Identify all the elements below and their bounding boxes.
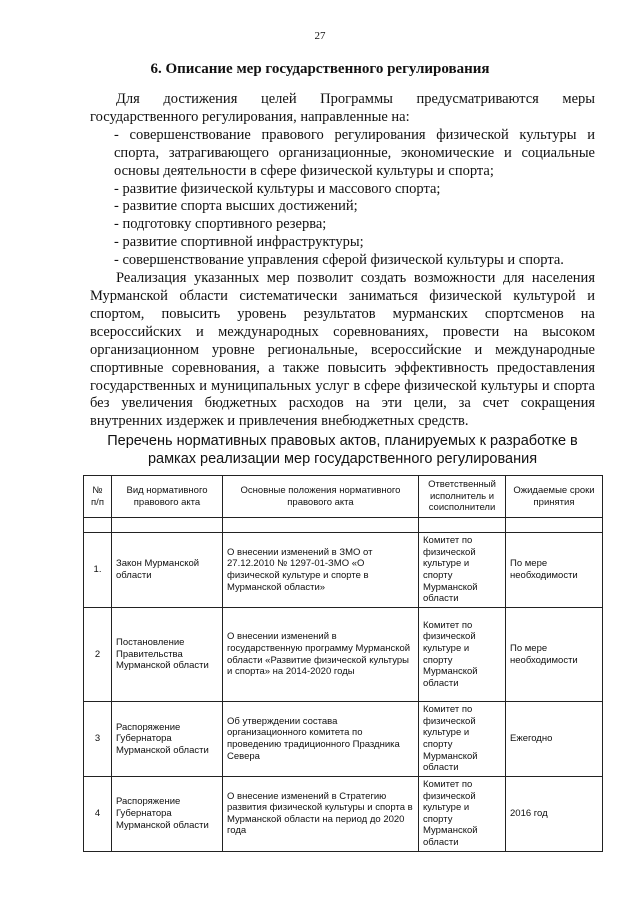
header-num: № п/п xyxy=(84,476,112,518)
table-header-row xyxy=(84,476,603,518)
page-number: 27 xyxy=(314,30,326,42)
cell-act-type: Распоряжение Губернатора Мурманской области xyxy=(112,702,223,777)
cell-act-type: Закон Мурманской области xyxy=(112,533,223,608)
measure-item: - развитие физической культуры и массового спорта; xyxy=(114,180,441,197)
table-row xyxy=(84,702,603,777)
measure-item: - подготовку спортивного резерва; xyxy=(114,216,327,233)
cell-num: 4 xyxy=(84,777,112,852)
cell-num: 3 xyxy=(84,702,112,777)
cell-act-content: О внесении изменений в ЗМО от 27.12.2010 № 1297-01-ЗМО «О физической культуре и спорте в Мурманской области» xyxy=(223,533,419,608)
intro-paragraph: Для достижения целей Программы предусматриваются меры государственного регулирования, направленные на: xyxy=(90,91,595,125)
measure-item: - развитие спортивной инфраструктуры; xyxy=(114,234,364,251)
cell-deadline: Ежегодно xyxy=(506,702,603,777)
header-responsible: Ответственный исполнитель и соисполнители xyxy=(419,476,506,518)
cell-responsible: Комитет по физической культуре и спорту Мурманской области xyxy=(419,533,506,608)
body-text xyxy=(90,91,595,468)
cell-deadline: По мере необходимости xyxy=(506,533,603,608)
cell-responsible: Комитет по физической культуре и спорту Мурманской области xyxy=(419,777,506,852)
header-act-content: Основные положения нормативного правового акта xyxy=(223,476,419,518)
cell-deadline: По мере необходимости xyxy=(506,608,603,702)
measure-item: - совершенствование управления сферой физической культуры и спорта. xyxy=(114,252,564,269)
cell-act-content: Об утверждении состава организационного комитета по проведению традиционного Праздника Севера xyxy=(223,702,419,777)
header-deadline: Ожидаемые сроки принятия xyxy=(506,476,603,518)
cell-act-type: Постановление Правительства Мурманской области xyxy=(112,608,223,702)
cell-num: 1. xyxy=(84,533,112,608)
header-act-type: Вид нормативного правового акта xyxy=(112,476,223,518)
cell-num: 2 xyxy=(84,608,112,702)
cell-deadline: 2016 год xyxy=(506,777,603,852)
cell-act-type: Распоряжение Губернатора Мурманской области xyxy=(112,777,223,852)
section-title: 6. Описание мер государственного регулирования xyxy=(150,61,490,77)
cell-act-content: О внесении изменений в государственную программу Мурманской области «Развитие физической культуры и спорта» на 2014-2020 годы xyxy=(223,608,419,702)
cell-act-content: О внесение изменений в Стратегию развития физической культуры и спорта в Мурманской области на период до 2020 года xyxy=(223,777,419,852)
measure-item: - развитие спорта высших достижений; xyxy=(114,198,358,215)
measure-item: - совершенствование правового регулирования физической культуры и спорта, затрагивающего организационные, экономические и социальные основы деятельности в сфере физической культуры и спорта; xyxy=(114,126,595,179)
acts-table xyxy=(83,475,603,852)
conclusion-paragraph: Реализация указанных мер позволит создать возможности для населения Мурманской области систематически заниматься физической культурой и спортом, повысить уровень результатов мурманских спортсменов на всероссийских и международных соревнованиях, провести на высоком организационном уровне региональные, всероссийские и международные спортивные соревнования, а также повысить эффективность предоставления государственных и муниципальных услуг в сфере физической культуры и спорта без увеличения бюджетных расходов на эти цели, за счет сокращения внутренних издержек и привлечения внебюджетных средств. xyxy=(90,270,595,430)
table-spacer-row xyxy=(84,518,603,533)
table-row xyxy=(84,608,603,702)
table-row xyxy=(84,533,603,608)
cell-responsible: Комитет по физической культуре и спорту Мурманской области xyxy=(419,702,506,777)
table-title: Перечень нормативных правовых актов, планируемых к разработке в рамках реализации мер государственного регулирования xyxy=(107,433,578,467)
cell-responsible: Комитет по физической культуре и спорту Мурманской области xyxy=(419,608,506,702)
table-row xyxy=(84,777,603,852)
